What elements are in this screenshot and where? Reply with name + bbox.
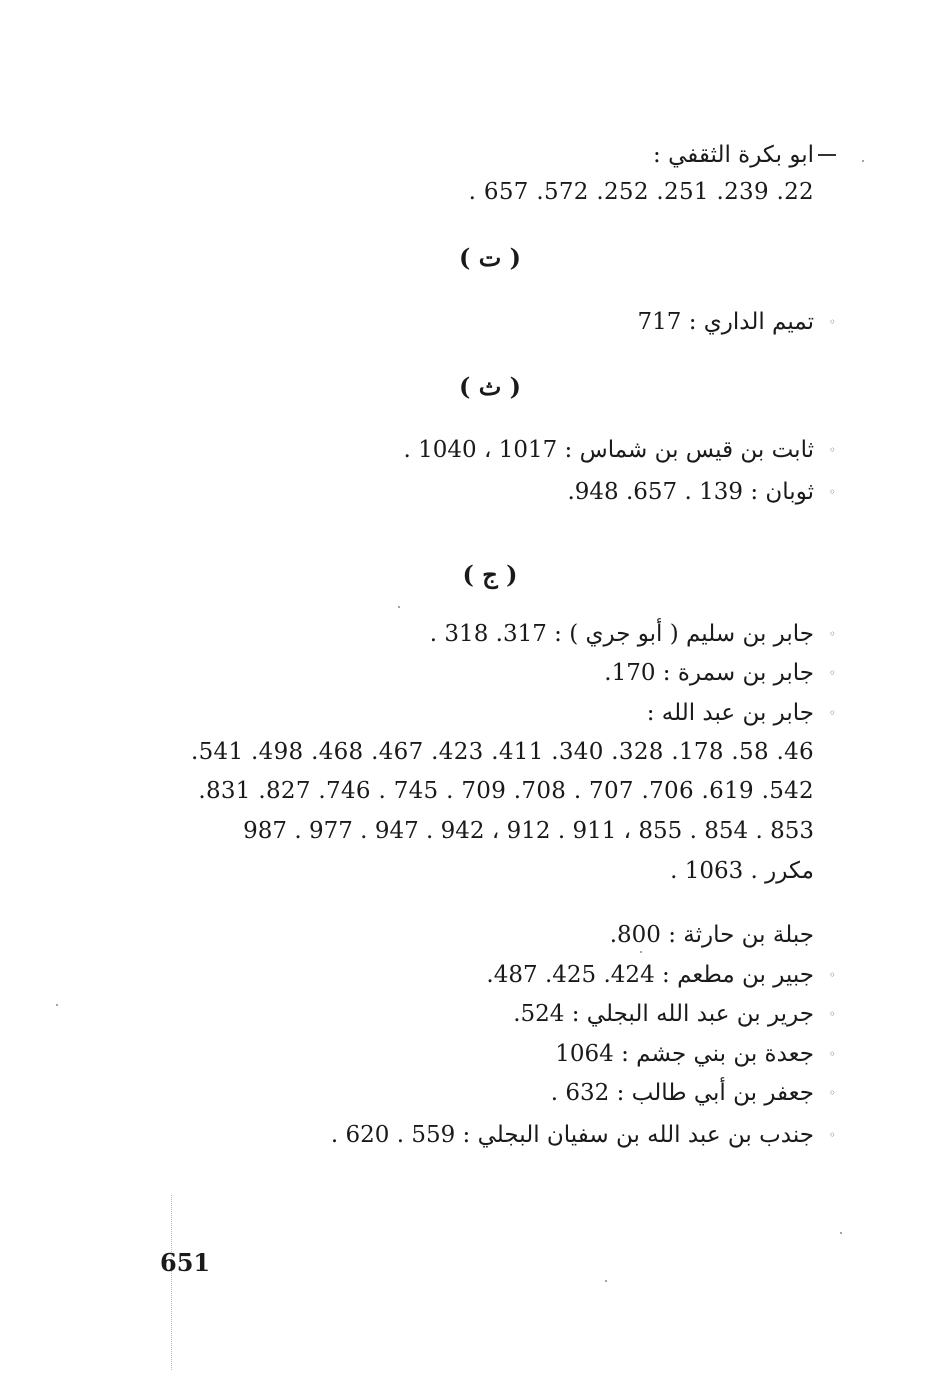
page-number: 651 [160,1248,211,1277]
entry-jubayr: جبير بن مطعم : 424. 425. 487. [486,962,814,988]
scan-speck [398,606,400,608]
section-header-ta: ( ت ) [458,243,521,272]
entry-abu-bakra-refs: 22. 239. 251. 252. 572. 657 . [468,179,814,205]
bullet-icon: ◦ [828,315,836,329]
bullet-icon: ◦ [828,706,836,720]
entry-thawban: ثوبان : 139 . 657. 948. [567,479,814,505]
entry-jabir-refs-line: 542. 619. 706. 707 . 708. 709 . 745 . 746. 827. 831. [198,778,814,804]
bullet-icon: ◦ [828,666,836,680]
entry-jarir: جرير بن عبد الله البجلي : 524. [513,1001,814,1027]
entry-jabir-refs-line: 853 . 854 . 855 ، 911 . 912 ، 942 . 947 . 977 . 987 [243,818,814,844]
entry-jabir-refs-line: 46. 58. 178. 328. 340. 411. 423. 467. 468. 498. 541. [190,739,814,765]
entry-jabir-refs-line: مكرر . 1063 . [670,858,814,884]
bullet-icon: ◦ [828,1086,836,1100]
entry-abu-bakra: ابو بكرة الثقفي : [653,142,814,168]
entry-jaada: جعدة بن بني جشم : 1064 [555,1041,814,1067]
entry-thabit: ثابت بن قيس بن شماس : 1017 ، 1040 . [403,437,814,463]
bullet-icon: ◦ [828,627,836,641]
entry-jabir-salim: جابر بن سليم ( أبو جري ) : 317. 318 . [429,621,814,647]
scan-margin-line [171,1195,173,1370]
entry-jafar: جعفر بن أبي طالب : 632 . [550,1080,814,1106]
bullet-icon: ◦ [828,1047,836,1061]
scan-speck [840,1232,842,1234]
entry-jabala: جبلة بن حارثة : 800. [609,922,814,948]
section-header-jim: ( ج ) [462,560,518,589]
entry-jabir-abdullah: جابر بن عبد الله : [646,700,814,726]
bullet-icon: ◦ [828,485,836,499]
bullet-icon: ◦ [828,1128,836,1142]
bullet-icon: ◦ [828,968,836,982]
scan-speck [56,1004,58,1006]
entry-tamim: تميم الداري : 717 [637,309,814,335]
bullet-icon: ◦ [828,1007,836,1021]
entry-dash [818,154,836,156]
scan-speck [605,1280,607,1282]
entry-jundub: جندب بن عبد الله بن سفيان البجلي : 559 . 620 . [330,1122,814,1148]
scan-speck [640,951,642,953]
section-header-tha: ( ث ) [458,372,521,401]
entry-jabir-samura: جابر بن سمرة : 170. [604,660,814,686]
bullet-icon: ◦ [828,443,836,457]
scan-speck [862,160,864,162]
